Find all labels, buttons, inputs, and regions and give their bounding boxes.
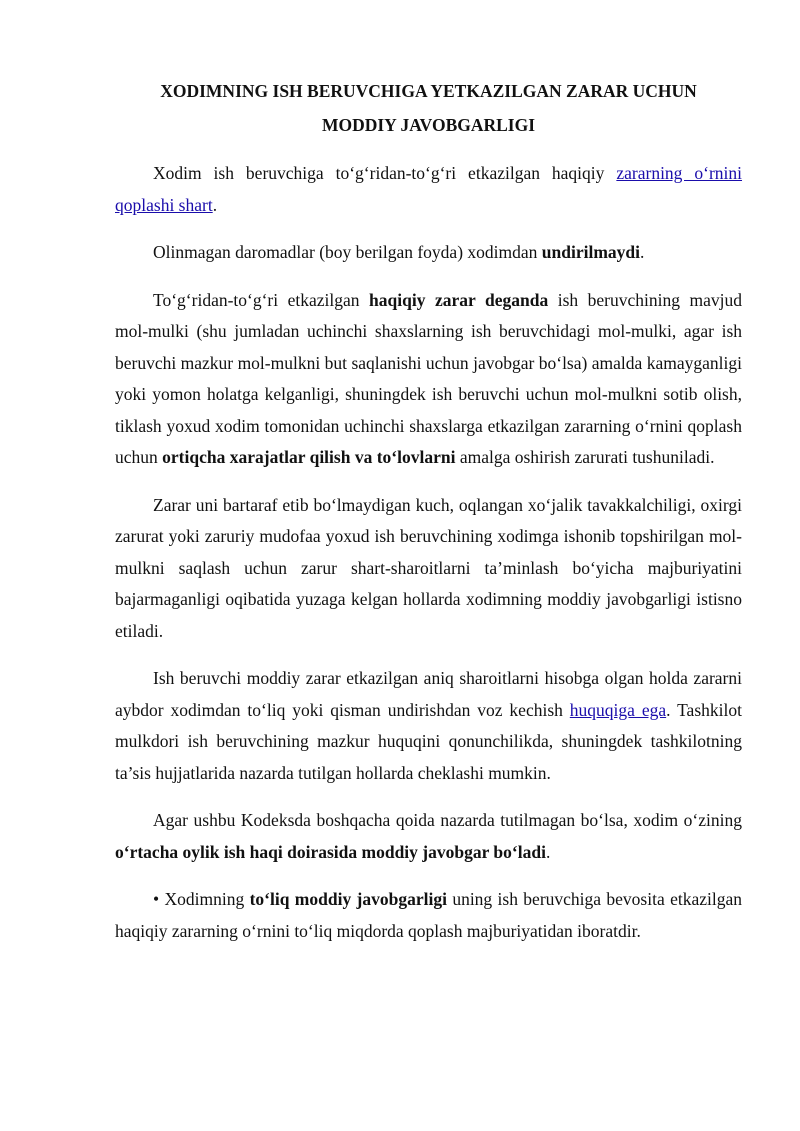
paragraph-2-text-b: . — [640, 242, 645, 262]
paragraph-3 — [115, 285, 742, 474]
paragraph-3-text-c: amalga oshirish zarurati tushuniladi. — [455, 447, 715, 467]
paragraph-4: Zarar uni bartaraf etib bo‘lmaydigan kuch, oqlangan xo‘jalik tavakkalchiligi, oxirgi zarurat yoki zaruriy mudofaa yoxud ish beruvchining xodimga ishonib topshirilgan mol-mulkni saqlash uchun zarur shart-sharoitlarni ta’minlash bo‘yicha majburiyatini bajarmaganligi oqibatida yuzaga kelgan hollarda xodimning moddiy javobgarligi istisno etiladi. — [115, 494, 742, 641]
paragraph-5-text-a: Ish beruvchi moddiy zarar etkazilgan aniq sharoitlarni hisobga olgan holda zararni aybdor xodimdan to‘liq yoki qisman undirishdan voz kechish — [115, 668, 742, 720]
paragraph-6-text-b: . — [545, 841, 551, 862]
link-huquqiga-ega[interactable]: huquqiga ega — [569, 699, 667, 720]
paragraph-1-text-b: . — [212, 194, 218, 215]
bullet-text-a: Xodimning — [159, 889, 250, 909]
paragraph-2-text-a: Olinmagan daromadlar (boy berilgan foyda) xodimdan — [153, 242, 542, 262]
paragraph-6-bold: o‘rtacha oylik ish haqi doirasida moddiy javobgar bo‘ladi — [115, 841, 546, 862]
document-page — [115, 74, 742, 947]
link-zarar-qoplash[interactable]: zararning o‘rnini qoplashi shart — [115, 163, 743, 215]
bullet-icon: • — [153, 889, 160, 909]
paragraph-3-bold-a: haqiqiy zarar deganda — [369, 289, 549, 310]
document-title — [115, 74, 742, 142]
paragraph-3-text-a: To‘g‘ridan-to‘g‘ri etkazilgan — [153, 289, 370, 310]
paragraph-6 — [115, 805, 742, 868]
paragraph-5-text-b: . Tashkilot mulkdori ish beruvchining mazkur huquqini qonunchilikda, shuningdek tashkilotning ta’sis hujjatlarida nazarda tutilgan hollarda cheklashi mumkin. — [115, 699, 742, 783]
paragraph-1 — [115, 158, 742, 221]
paragraph-3-text-b: ish beruvchining mavjud mol-mulki (shu jumladan uchinchi shaxslarning ish beruvchidagi mol-mulki, agar ish beruvchi mazkur mol-mulkni but saqlanishi uchun javobgar bo‘lsa) amalda kamayganligi yoki yomon holatga kelganligi, shuningdek ish beruvchi uchun mol-mulkni sotib olish, tiklash yoxud xodim tomonidan uchinchi shaxslarga etkazilgan zararning o‘rnini qoplash uchun — [115, 289, 742, 467]
bullet-text-b: uning ish beruvchiga bevosita etkazilgan haqiqiy zararning o‘rnini to‘liq miqdorda qoplash majburiyatidan iboratdir. — [115, 889, 742, 941]
paragraph-1-text-a: Xodim ish beruvchiga to‘g‘ridan-to‘g‘ri etkazilgan haqiqiy — [153, 163, 617, 183]
paragraph-2 — [115, 237, 742, 269]
bullet-bold: to‘liq moddiy javobgarligi — [249, 889, 447, 909]
paragraph-5 — [115, 663, 742, 789]
paragraph-2-bold: undirilmaydi — [541, 242, 641, 262]
paragraph-6-text-a: Agar ushbu Kodeksda boshqacha qoida nazarda tutilmagan bo‘lsa, xodim o‘zining — [153, 810, 742, 830]
paragraph-3-bold-b: ortiqcha xarajatlar qilish va to‘lovlarni — [162, 447, 456, 467]
title-line-2: MODDIY JAVOBGARLIGI — [321, 115, 536, 135]
title-line-1: XODIMNING ISH BERUVCHIGA YETKAZILGAN ZARAR UCHUN — [160, 81, 697, 101]
bullet-paragraph — [115, 884, 742, 947]
